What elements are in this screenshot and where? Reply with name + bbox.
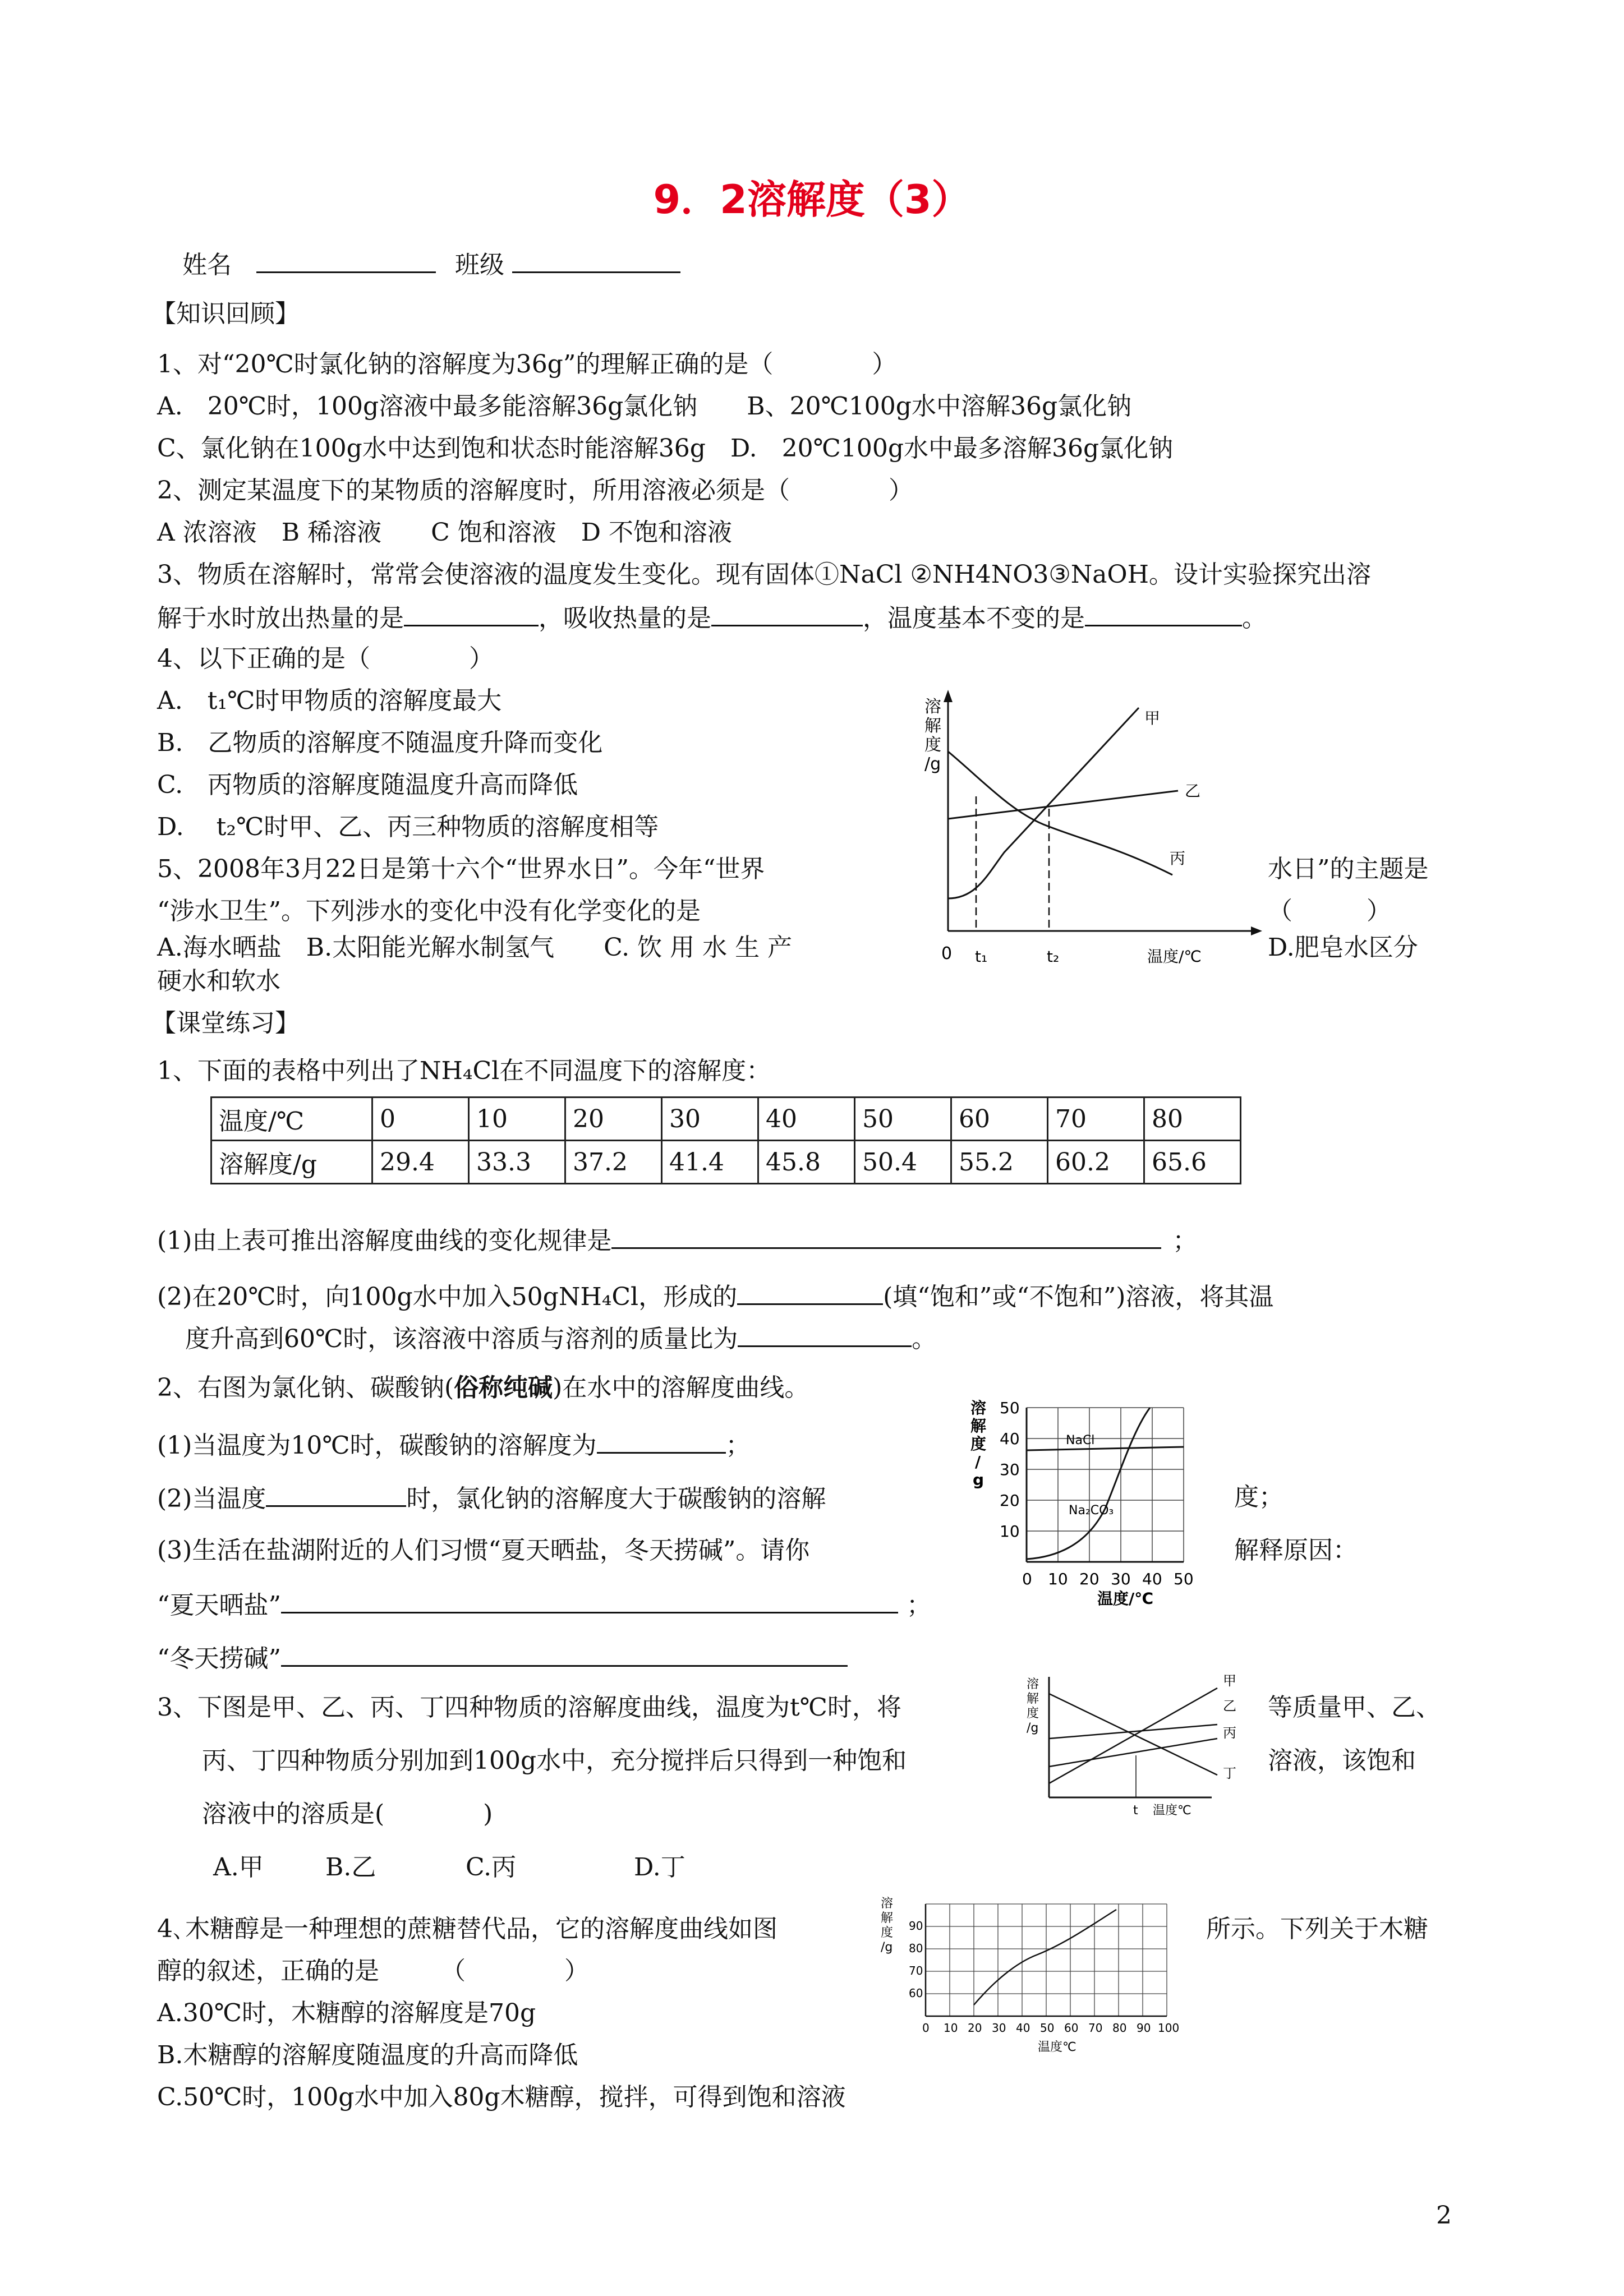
s2-q1-p1 [157,1223,1197,1258]
s2-q2-p4-text: “夏天晒盐” [157,1591,281,1620]
table-cell: 60.2 [1048,1141,1144,1184]
g4-xtick-100: 100 [1158,2021,1180,2035]
g1-ylabel-1: 溶 [924,697,941,717]
g4-ytick-90: 90 [909,1919,923,1933]
s2-q1-p2-line2 [185,1321,936,1356]
g4-xtick-60: 60 [1064,2021,1079,2035]
s2-q3-option-a: A.甲 [213,1853,264,1882]
table-cell: 50.4 [855,1141,951,1184]
q5-line2-right: （ ） [1268,897,1391,925]
g2-curve-nacl [1027,1447,1184,1450]
table-cell: 65.6 [1144,1141,1241,1184]
q5-line1-left: 5、2008年3月22日是第十六个“世界水日”。今年“世界 [157,855,765,883]
g1-label-jia: 甲 [1144,709,1161,727]
q5-line3-left: A.海水晒盐 B.太阳能光解水制氢气 C. 饮 用 水 生 产 [157,933,793,962]
s2-q2-p4 [157,1587,931,1622]
q3-line1: 3、物质在溶解时，常常会使溶液的温度发生变化。现有固体①NaCl ②NH4NO3③NaOH。设计实验探究出溶 [157,560,1371,589]
graph3-four-curves [1027,1671,1251,1828]
s2-q2-blank-summer[interactable] [281,1587,898,1613]
q2-stem: 2、测定某温度下的某物质的溶解度时，所用溶液必须是（ ） [157,476,913,505]
s2-q2-p1-text: (1)当温度为10℃时，碳酸钠的溶解度为 [157,1431,597,1460]
s2-q2-p1 [157,1427,751,1463]
q2-options: A 浓溶液 B 稀溶液 C 饱和溶液 D 不饱和溶液 [157,518,732,547]
g4-ylabel-4: /g [881,1940,893,1954]
g3-label-ding: 丁 [1223,1765,1236,1781]
g4-ytick-60: 60 [909,1986,923,2000]
s2-q2-stem [157,1371,809,1405]
s2-q2-p3-end: 解释原因： [1234,1536,1358,1565]
table-cell: 45.8 [758,1141,855,1184]
g1-curve-yi [948,791,1178,819]
q4-option-c: C. 丙物质的溶解度随温度升高而降低 [157,771,578,799]
q3-line2 [157,600,1267,635]
g2-ylabel-4: / [975,1453,981,1471]
g1-origin: 0 [941,944,953,963]
g2-curve-na2co3 [1027,1408,1150,1559]
q3-blank-endothermic[interactable] [711,600,863,626]
table-cell: 50 [855,1098,951,1141]
s2-q1-blank-rule[interactable] [611,1223,1161,1249]
s2-q4-option-c: C.50℃时，100g水中加入80g木糖醇，搅拌，可得到饱和溶液 [157,2083,846,2111]
g4-xtick-10: 10 [944,2021,958,2035]
g4-ytick-70: 70 [909,1964,923,1977]
table-cell: 29.4 [372,1141,469,1184]
table-cell: 37.2 [565,1141,662,1184]
s2-q3-option-c: C.丙 [466,1853,517,1882]
g3-ylabel-1: 溶 [1027,1677,1039,1691]
g4-xtick-50: 50 [1040,2021,1055,2035]
g1-curve-bing [948,751,1172,875]
table-cell: 0 [372,1098,469,1141]
g1-t1: t₁ [975,947,988,966]
g2-ylabel-5: g [973,1470,984,1489]
q3-text-d: 。 [1242,604,1267,633]
g1-label-yi: 乙 [1185,782,1201,800]
g4-ytick-80: 80 [909,1942,923,1955]
s2-q2-stem-bold: 俗称纯碱 [454,1373,553,1402]
g4-xtick-20: 20 [968,2021,982,2035]
section-heading-review: 【知识回顾】 [151,299,300,328]
g2-xtick-20: 20 [1079,1570,1099,1588]
s2-q1-blank-saturation[interactable] [737,1279,883,1305]
page-title: 9．2溶解度（3） [653,177,971,223]
s2-q1-p2-text-a: (2)在20℃时，向100g水中加入50gNH₄Cl，形成的 [157,1283,738,1311]
g4-xtick-0: 0 [922,2021,930,2035]
q4-stem: 4、以下正确的是（ ） [157,644,494,673]
s2-q1-p1-end: ； [1172,1227,1198,1255]
nh4cl-solubility-table [210,1096,1241,1184]
s2-q4-option-a: A.30℃时，木糖醇的溶解度是70g [157,1999,536,2027]
s2-q3-option-b: B.乙 [325,1853,376,1882]
s2-q2-blank-winter[interactable] [281,1640,848,1667]
g2-xtick-50: 50 [1174,1570,1194,1588]
g3-xlabel: 温度℃ [1153,1804,1191,1818]
g1-ylabel-4: /g [924,754,941,774]
s2-q1-p2-text-b: (填“饱和”或“不饱和”)溶液，将其温 [883,1283,1274,1311]
s2-q3-line3: 溶液中的溶质是( ) [202,1800,493,1828]
g3-label-yi: 乙 [1223,1698,1236,1714]
s2-q2-p5 [157,1640,848,1676]
s2-q1-blank-ratio[interactable] [738,1321,912,1347]
s2-q2-p5-text: “冬天捞碱” [157,1644,281,1673]
g4-xtick-30: 30 [992,2021,1006,2035]
s2-q1-p2-line1 [157,1279,1273,1314]
g4-xtick-40: 40 [1016,2021,1030,2035]
q5-line2-left: “涉水卫生”。下列涉水的变化中没有化学变化的是 [157,897,701,925]
g2-ytick-20: 20 [1000,1491,1020,1510]
s2-q4-line1-right: 所示。下列关于木糖 [1206,1915,1428,1943]
g3-ylabel-4: /g [1027,1721,1039,1735]
s2-q1-stem: 1、下面的表格中列出了NH₄Cl在不同温度下的溶解度： [157,1057,771,1085]
s2-q2-p3: (3)生活在盐湖附近的人们习惯“夏天晒盐，冬天捞碱”。请你 [157,1536,810,1565]
q3-blank-neutral[interactable] [1085,600,1242,626]
s2-q2-p2-end: 度； [1234,1483,1283,1511]
g3-t: t [1133,1804,1138,1818]
table-cell: 60 [951,1098,1048,1141]
s2-q1-p2-text-c: 度升高到60℃时，该溶液中溶质与溶剂的质量比为 [185,1325,738,1353]
g2-xtick-10: 10 [1048,1570,1068,1588]
s2-q4-option-b: B.木糖醇的溶解度随温度的升高而降低 [157,2041,578,2069]
graph4-xylitol-curve [881,1893,1195,2061]
q3-text-c: ，温度基本不变的是 [863,604,1085,633]
s2-q3-option-d: D.丁 [634,1853,686,1882]
table-row [211,1098,1241,1141]
q3-blank-exothermic[interactable] [404,600,539,626]
s2-q3-line2: 丙、丁四种物质分别加到100g水中，充分搅拌后只得到一种饱和 [202,1746,907,1775]
g2-ylabel-1: 溶 [970,1399,987,1417]
s2-q3-line2-right: 溶液，该饱和 [1268,1746,1416,1775]
q5-line1-right: 水日”的主题是 [1268,855,1429,883]
g2-label-nacl: NaCl [1066,1433,1095,1447]
table-cell: 33.3 [469,1141,565,1184]
s2-q3-line1: 3、下图是甲、乙、丙、丁四种物质的溶解度曲线，温度为t℃时，将 [157,1693,901,1722]
g2-ytick-50: 50 [1000,1399,1020,1417]
g4-xtick-90: 90 [1137,2021,1151,2035]
s2-q2-blank-temp[interactable] [266,1481,406,1507]
g2-xtick-0: 0 [1022,1570,1032,1588]
table-cell: 55.2 [951,1141,1048,1184]
q4-option-a: A. t₁℃时甲物质的溶解度最大 [157,686,502,715]
g4-ylabel-2: 解 [881,1911,894,1925]
table-cell: 40 [758,1098,855,1141]
table-cell: 温度/℃ [211,1098,372,1141]
g1-ylabel-2: 解 [924,716,941,736]
table-cell: 溶解度/g [211,1141,372,1184]
table-cell: 20 [565,1098,662,1141]
s2-q2-p1-end: ； [725,1431,751,1460]
name-class-line [182,247,680,282]
g2-ylabel-3: 度 [970,1435,987,1453]
g2-xtick-30: 30 [1111,1570,1131,1588]
table-cell: 80 [1144,1098,1241,1141]
graph1-solubility-curves [914,684,1262,976]
s2-q2-stem-a: 2、右图为氯化钠、碳酸钠( [157,1373,454,1402]
table-cell: 10 [469,1098,565,1141]
g3-label-bing: 丙 [1223,1725,1236,1741]
s2-q2-p4-end: ； [907,1591,931,1620]
g1-t2: t₂ [1047,947,1060,966]
g2-ytick-40: 40 [1000,1430,1020,1448]
g4-curve-xylitol [974,1910,1116,2005]
g3-ylabel-3: 度 [1027,1707,1039,1721]
s2-q2-p2 [157,1481,826,1516]
q4-option-d: D. t₂℃时甲、乙、丙三种物质的溶解度相等 [157,813,659,841]
s2-q4-line2: 醇的叙述，正确的是 （ ） [157,1957,589,1985]
section-heading-practice: 【课堂练习】 [151,1009,300,1038]
q1-stem: 1、对“20℃时氯化钠的溶解度为36g”的理解正确的是（ ） [157,350,897,379]
g2-xlabel: 温度/℃ [1097,1589,1154,1608]
q4-option-b: B. 乙物质的溶解度不随温度升降而变化 [157,729,603,757]
g4-ylabel-3: 度 [881,1926,894,1940]
g2-label-na2co3: Na₂CO₃ [1069,1504,1114,1518]
s2-q2-blank-na2co3[interactable] [597,1427,726,1454]
name-label: 姓名 [182,251,232,279]
g1-ylabel-3: 度 [924,735,941,755]
graph2-nacl-na2co3-curves [965,1391,1212,1626]
g2-xtick-40: 40 [1142,1570,1162,1588]
q1-options-ab: A. 20℃时，100g溶液中最多能溶解36g氯化钠 B、20℃100g水中溶解36g氯化钠 [157,392,1132,421]
g2-ylabel-2: 解 [970,1417,987,1435]
class-blank[interactable] [512,247,680,273]
s2-q1-p1-text: (1)由上表可推出溶解度曲线的变化规律是 [157,1227,612,1255]
g4-ylabel-1: 溶 [881,1897,894,1911]
s2-q2-p2-text-b: 时，氯化钠的溶解度大于碳酸钠的溶解 [406,1484,826,1513]
g4-xtick-80: 80 [1112,2021,1127,2035]
g2-ytick-30: 30 [1000,1460,1020,1479]
g4-xlabel: 温度℃ [1038,2040,1076,2054]
class-label: 班级 [455,251,504,279]
q3-text-a: 解于水时放出热量的是 [157,604,404,633]
q1-options-cd: C、氯化钠在100g水中达到饱和状态时能溶解36g D. 20℃100g水中最多溶解36g氯化钠 [157,434,1174,463]
s2-q3-line1-right: 等质量甲、乙、 [1268,1693,1441,1722]
table-cell: 41.4 [662,1141,758,1184]
g1-xlabel: 温度/℃ [1147,947,1202,966]
table-cell: 70 [1048,1098,1144,1141]
q5-line3-right: D.肥皂水区分 [1268,933,1418,962]
g2-ytick-10: 10 [1000,1522,1020,1541]
q3-text-b: ，吸收热量的是 [539,604,711,633]
g4-xtick-70: 70 [1088,2021,1103,2035]
s2-q2-p2-text-a: (2)当温度 [157,1484,266,1513]
q5-line4: 硬水和软水 [157,967,280,995]
page-number: 2 [1436,2201,1452,2230]
name-blank[interactable] [256,247,436,273]
s2-q1-p2-text-d: 。 [912,1325,937,1353]
s2-q4-line1: 4､木糖醇是一种理想的蔗糖替代品，它的溶解度曲线如图 [157,1915,778,1943]
table-cell: 30 [662,1098,758,1141]
g1-label-bing: 丙 [1170,849,1186,868]
s2-q2-stem-b: )在水中的溶解度曲线。 [553,1373,809,1402]
g3-ylabel-2: 解 [1027,1692,1039,1706]
g3-label-jia: 甲 [1223,1673,1236,1689]
table-row [211,1141,1241,1184]
